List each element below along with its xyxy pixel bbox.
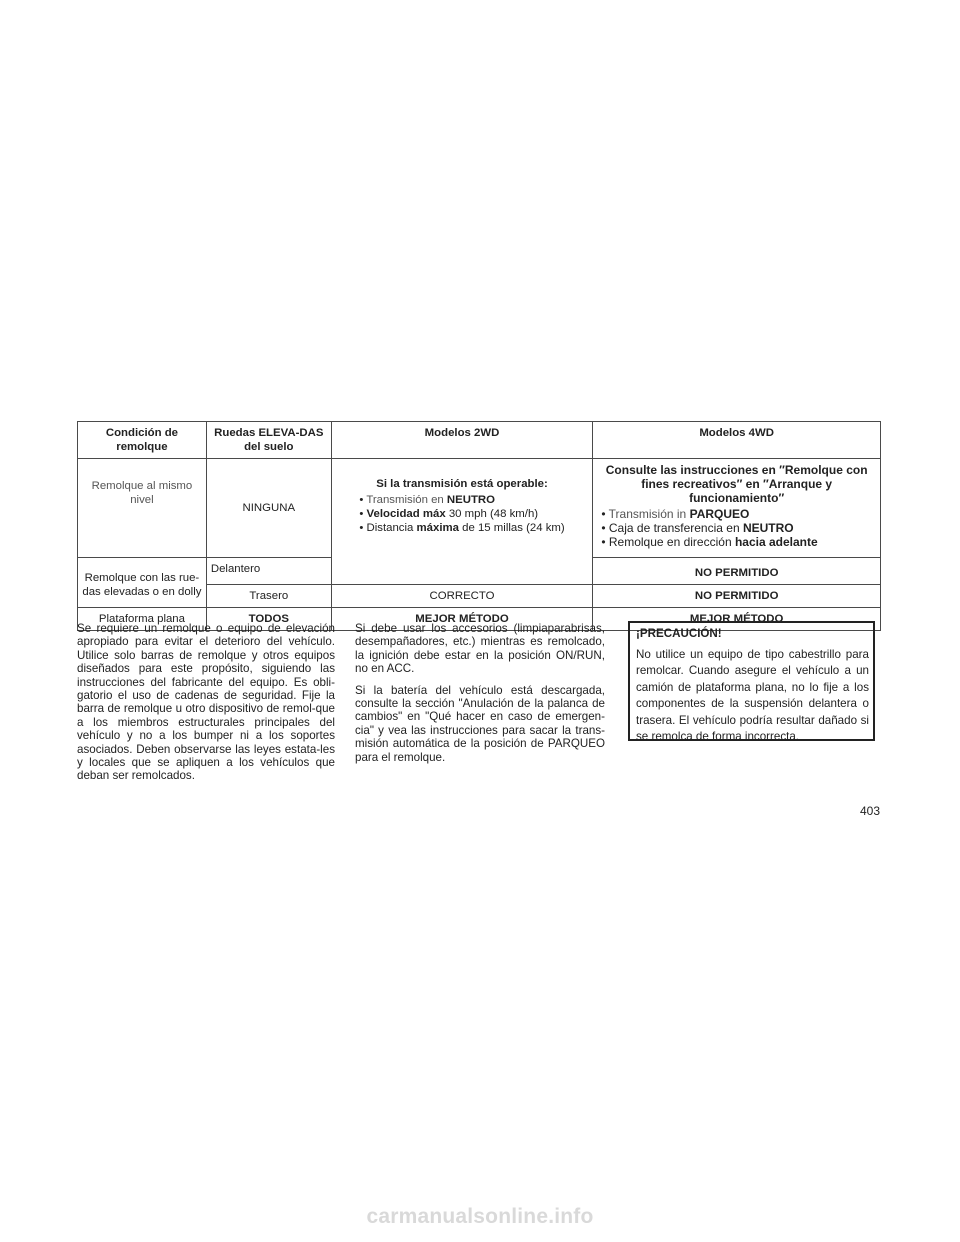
item-bold: hacia adelante bbox=[734, 535, 818, 549]
table-header-row bbox=[78, 422, 881, 459]
list-item bbox=[601, 507, 876, 521]
item-bold: NEUTRO bbox=[446, 494, 496, 506]
list-item bbox=[359, 493, 564, 507]
item-text: Transmisión en bbox=[366, 494, 447, 506]
list-item bbox=[359, 521, 564, 535]
cell-2wd-rear: CORRECTO bbox=[331, 585, 593, 608]
page-number: 403 bbox=[860, 804, 881, 818]
cell-condition-flat-tow: Remolque al mismo nivel bbox=[78, 459, 207, 558]
cell-4wd-flatbed: MEJOR MÉTODO bbox=[593, 608, 881, 631]
header-condition: Condición de remolque bbox=[78, 422, 207, 459]
bullet-icon: • bbox=[601, 507, 606, 521]
bullet-icon: • bbox=[601, 521, 606, 535]
item-text: Remolque en dirección bbox=[608, 535, 735, 549]
item-bold: máxima bbox=[416, 522, 459, 534]
cell-4wd-flat-tow bbox=[593, 459, 881, 558]
cell-4wd-rear: NO PERMITIDO bbox=[593, 585, 881, 608]
cell-wheels-all: TODOS bbox=[206, 608, 331, 631]
cell-wheels-rear: Trasero bbox=[206, 585, 331, 608]
header-wheels: Ruedas ELEVA-DAS del suelo bbox=[206, 422, 331, 459]
towing-table bbox=[77, 421, 881, 631]
2wd-title: Si la transmisión está operable: bbox=[376, 478, 548, 490]
item-bold: PARQUEO bbox=[689, 507, 750, 521]
text-column-1 bbox=[77, 622, 335, 791]
item-text: Transmisión in bbox=[608, 507, 690, 521]
item-bold: NEUTRO bbox=[742, 521, 794, 535]
cell-2wd-flat-tow bbox=[331, 459, 593, 585]
item-bold: Velocidad máx bbox=[366, 508, 446, 520]
item-text: de 15 millas (24 km) bbox=[458, 522, 565, 534]
watermark: carmanualsonline.info bbox=[366, 1205, 594, 1228]
2wd-list bbox=[359, 493, 564, 535]
bullet-icon: • bbox=[359, 508, 364, 520]
header-2wd: Modelos 2WD bbox=[331, 422, 593, 459]
table-row bbox=[78, 459, 881, 558]
paragraph: Si la batería del vehículo está descargada, consulte la sección "Anulación de la palanca de cambios" en "Qué hacer en caso de emergen-cia" y vea las instrucciones para sacar la trans-misión automática de la posición de PARQUEO para el remolque. bbox=[355, 683, 605, 764]
list-item bbox=[601, 521, 876, 535]
cell-condition-flatbed: Plataforma plana bbox=[78, 608, 207, 631]
item-text: Distancia bbox=[366, 522, 417, 534]
cell-2wd-flatbed: MEJOR MÉTODO bbox=[331, 608, 593, 631]
cell-condition-dolly: Remolque con las rue-das elevadas o en dolly bbox=[78, 558, 207, 608]
paragraph: Se requiere un remolque o equipo de elevación apropiado para evitar el deterioro del vehículo. Utilice solo barras de remolque y otros equipos diseñados para este propósito, siguiendo las instrucciones del fabricante del equipo. Es obli-gatorio el uso de cadenas de seguridad. Fije la barra de remolque u otro dispositivo de remol-que a los miembros estructurales principales del vehículo y no a los bumper ni a los soportes asociados. Deben observarse las leyes estata-les y locales que se apliquen a los vehículos que deban ser remolcados. bbox=[77, 622, 335, 783]
4wd-list bbox=[601, 507, 876, 549]
caution-title: ¡PRECAUCIÓN! bbox=[636, 627, 722, 640]
cell-4wd-front: NO PERMITIDO bbox=[593, 558, 881, 585]
list-item bbox=[359, 507, 564, 521]
caution-box bbox=[628, 621, 875, 741]
item-text: Caja de transferencia en bbox=[608, 521, 743, 535]
caution-text: No utilice un equipo de tipo cabestrillo para remolcar. Cuando asegure el vehículo a un camión de plataforma plana, no lo fije a los componentes de la suspensión delantera o trasera. El vehículo podría resultar dañado si se remolca de forma incorrecta. bbox=[636, 647, 869, 743]
cell-wheels-front: Delantero bbox=[206, 558, 331, 585]
cell-wheels-none: NINGUNA bbox=[206, 459, 331, 558]
paragraph: Si debe usar los accesorios (limpiaparabrisas, desempañadores, etc.) mientras es remolcado, la ignición debe estar en la posición ON/RUN, no en ACC. bbox=[355, 622, 605, 676]
bullet-icon: • bbox=[359, 494, 364, 506]
bullet-icon: • bbox=[601, 535, 606, 549]
bullet-icon: • bbox=[359, 522, 364, 534]
item-text: 30 mph (48 km/h) bbox=[445, 508, 539, 520]
4wd-title: Consulte las instrucciones en ″Remolque con fines recreativos″ en ″Arranque y funcionamiento″ bbox=[605, 463, 868, 505]
list-item bbox=[601, 535, 876, 549]
text-column-2 bbox=[355, 622, 605, 772]
header-4wd: Modelos 4WD bbox=[593, 422, 881, 459]
